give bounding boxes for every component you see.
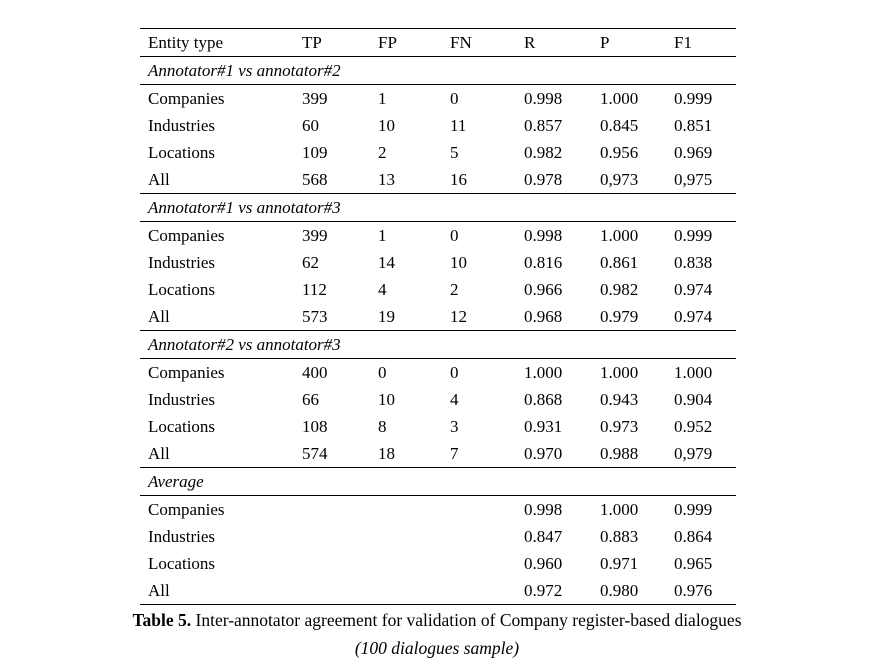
value-cell: 0,979 [674, 443, 713, 463]
value-cell: 0.998 [524, 499, 563, 519]
value-cell: 0.883 [600, 526, 639, 546]
section-row [140, 194, 736, 222]
value-cell: 0.857 [524, 115, 563, 135]
entity-type-cell: Companies [148, 362, 225, 382]
value-cell: 0,975 [674, 169, 713, 189]
value-cell: 0.816 [524, 252, 563, 272]
value-cell: 3 [450, 416, 459, 436]
value-cell: 66 [302, 389, 319, 409]
caption-subtitle: (100 dialogues sample) [354, 638, 520, 658]
value-cell: 0.971 [600, 553, 639, 573]
table-row [140, 85, 736, 113]
table-row [140, 550, 736, 577]
value-cell: 1.000 [674, 362, 713, 382]
value-cell [376, 577, 448, 605]
value-cell: 1 [378, 88, 387, 108]
value-cell [448, 577, 522, 605]
value-cell: 10 [378, 115, 395, 135]
value-cell: 0.982 [600, 279, 639, 299]
value-cell: 2 [378, 142, 387, 162]
value-cell: 0.868 [524, 389, 563, 409]
value-cell: 0.851 [674, 115, 713, 135]
value-cell: 399 [302, 88, 328, 108]
caption-text: Inter-annotator agreement for validation of Company register-based dialogues [191, 610, 742, 630]
entity-type-cell: All [148, 580, 170, 600]
value-cell: 1.000 [600, 362, 639, 382]
value-cell: 0.864 [674, 526, 713, 546]
value-cell: 0.931 [524, 416, 563, 436]
column-header: Entity type [148, 32, 224, 52]
agreement-table [140, 28, 736, 605]
value-cell: 0.979 [600, 306, 639, 326]
entity-type-cell: Locations [148, 416, 216, 436]
entity-type-cell: Companies [148, 225, 225, 245]
value-cell: 1.000 [524, 362, 563, 382]
value-cell: 0.861 [600, 252, 639, 272]
value-cell: 4 [378, 279, 387, 299]
table-row [140, 166, 736, 194]
caption-label: Table 5. [132, 610, 192, 630]
value-cell: 0 [378, 362, 387, 382]
value-cell: 0.965 [674, 553, 713, 573]
section-row [140, 331, 736, 359]
value-cell: 10 [378, 389, 395, 409]
value-cell [300, 496, 376, 524]
value-cell: 0.972 [524, 580, 563, 600]
value-cell [448, 523, 522, 550]
value-cell: 0.943 [600, 389, 639, 409]
value-cell: 0.952 [674, 416, 713, 436]
value-cell: 1 [378, 225, 387, 245]
value-cell: 0.988 [600, 443, 639, 463]
value-cell [300, 523, 376, 550]
value-cell: 108 [302, 416, 328, 436]
value-cell: 0.974 [674, 279, 713, 299]
value-cell: 4 [450, 389, 459, 409]
value-cell: 0.970 [524, 443, 563, 463]
value-cell: 60 [302, 115, 319, 135]
entity-type-cell: All [148, 306, 170, 326]
entity-type-cell: Companies [148, 499, 225, 519]
value-cell [376, 496, 448, 524]
table-caption [0, 608, 874, 632]
value-cell [448, 550, 522, 577]
table-row [140, 523, 736, 550]
value-cell: 0.969 [674, 142, 713, 162]
value-cell: 1.000 [600, 499, 639, 519]
section-header: Annotator#1 vs annotator#3 [148, 197, 341, 217]
column-header: FN [450, 32, 472, 52]
column-header: P [600, 32, 610, 52]
value-cell: 0.838 [674, 252, 713, 272]
value-cell: 573 [302, 306, 328, 326]
value-cell: 12 [450, 306, 467, 326]
table-row [140, 440, 736, 468]
section-header: Annotator#2 vs annotator#3 [148, 334, 341, 354]
table-row [140, 413, 736, 440]
value-cell: 112 [302, 279, 327, 299]
entity-type-cell: Industries [148, 526, 216, 546]
entity-type-cell: Industries [148, 115, 216, 135]
column-header: FP [378, 32, 397, 52]
column-header: TP [302, 32, 322, 52]
value-cell: 0.960 [524, 553, 563, 573]
column-header: R [524, 32, 536, 52]
value-cell: 0.999 [674, 225, 713, 245]
entity-type-cell: Locations [148, 142, 216, 162]
table-row [140, 496, 736, 524]
value-cell: 0.980 [600, 580, 639, 600]
value-cell [376, 550, 448, 577]
table-row [140, 249, 736, 276]
section-row [140, 468, 736, 496]
value-cell [448, 496, 522, 524]
value-cell: 14 [378, 252, 395, 272]
section-header: Average [148, 471, 204, 491]
value-cell [300, 577, 376, 605]
value-cell: 11 [450, 115, 467, 135]
value-cell: 8 [378, 416, 387, 436]
value-cell: 0.999 [674, 499, 713, 519]
entity-type-cell: All [148, 169, 170, 189]
value-cell: 13 [378, 169, 395, 189]
value-cell: 16 [450, 169, 467, 189]
table-row [140, 577, 736, 605]
table-body [140, 57, 736, 605]
value-cell: 574 [302, 443, 328, 463]
value-cell: 0.973 [600, 416, 639, 436]
value-cell: 0.976 [674, 580, 713, 600]
value-cell: 568 [302, 169, 328, 189]
section-header: Annotator#1 vs annotator#2 [148, 60, 341, 80]
value-cell: 399 [302, 225, 328, 245]
table-row [140, 359, 736, 387]
value-cell: 0.978 [524, 169, 563, 189]
value-cell: 5 [450, 142, 459, 162]
value-cell: 0 [450, 88, 459, 108]
value-cell: 0.999 [674, 88, 713, 108]
value-cell: 1.000 [600, 88, 639, 108]
value-cell: 0.847 [524, 526, 563, 546]
value-cell: 62 [302, 252, 319, 272]
value-cell: 0 [450, 362, 459, 382]
entity-type-cell: Industries [148, 389, 216, 409]
table-row [140, 222, 736, 250]
entity-type-cell: Industries [148, 252, 216, 272]
value-cell: 0.968 [524, 306, 563, 326]
header-row [140, 29, 736, 57]
value-cell: 1.000 [600, 225, 639, 245]
value-cell: 0.998 [524, 225, 563, 245]
value-cell: 0.982 [524, 142, 563, 162]
entity-type-cell: Companies [148, 88, 225, 108]
entity-type-cell: Locations [148, 553, 216, 573]
value-cell: 19 [378, 306, 395, 326]
entity-type-cell: All [148, 443, 170, 463]
value-cell: 18 [378, 443, 395, 463]
value-cell: 0 [450, 225, 459, 245]
value-cell: 0.845 [600, 115, 639, 135]
value-cell: 7 [450, 443, 459, 463]
column-header: F1 [674, 32, 692, 52]
value-cell: 0.998 [524, 88, 563, 108]
value-cell [376, 523, 448, 550]
table-row [140, 139, 736, 166]
value-cell: 0.966 [524, 279, 563, 299]
value-cell: 109 [302, 142, 328, 162]
entity-type-cell: Locations [148, 279, 216, 299]
table-row [140, 303, 736, 331]
table-row [140, 112, 736, 139]
table-row [140, 276, 736, 303]
value-cell [300, 550, 376, 577]
value-cell: 0,973 [600, 169, 639, 189]
value-cell: 2 [450, 279, 459, 299]
value-cell: 400 [302, 362, 328, 382]
section-row [140, 57, 736, 85]
value-cell: 0.956 [600, 142, 639, 162]
value-cell: 0.974 [674, 306, 713, 326]
value-cell: 0.904 [674, 389, 713, 409]
table-row [140, 386, 736, 413]
value-cell: 10 [450, 252, 467, 272]
